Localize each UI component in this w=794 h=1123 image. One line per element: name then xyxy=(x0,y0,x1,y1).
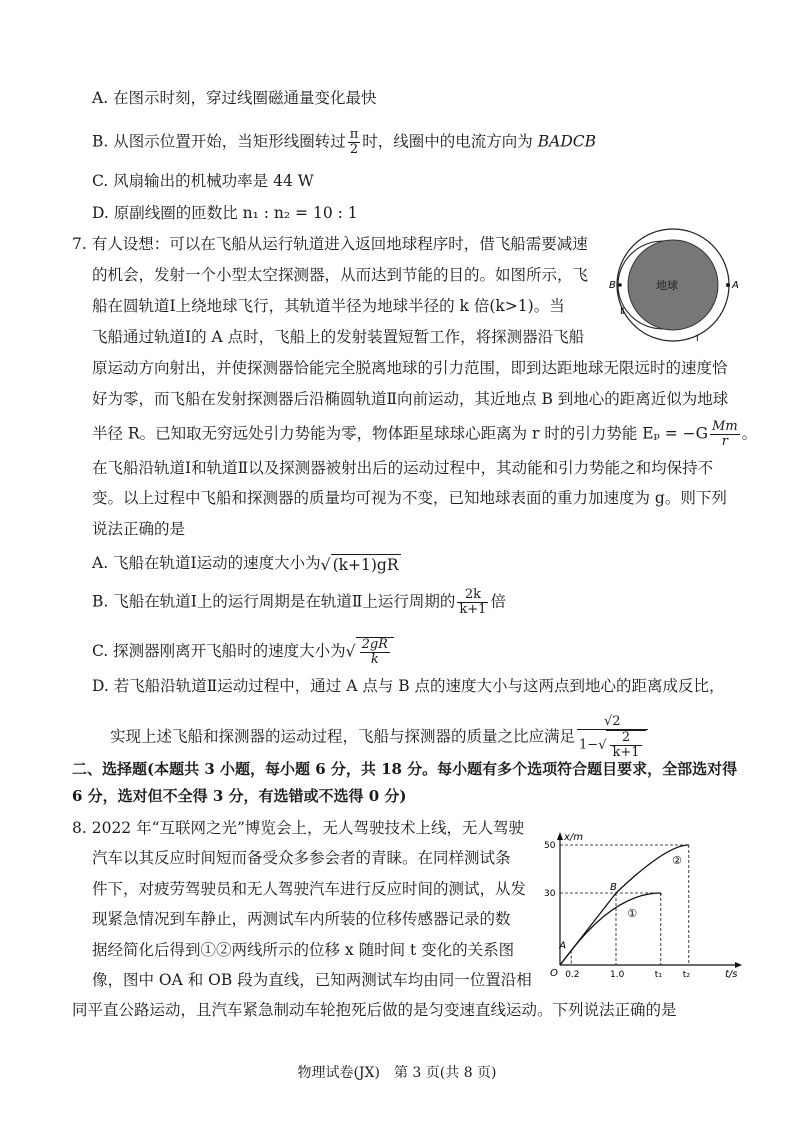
point-b-label: B xyxy=(610,882,617,893)
mass-ratio-frac: √2 1−√ $\frac{2}{k+1}$ xyxy=(577,715,648,760)
x-axis-arrow xyxy=(735,962,742,968)
section2-line2: 6 分，选对但不全得 3 分，有选错或不选得 0 分) xyxy=(72,787,407,805)
page-footer: 物理试卷(JX) 第 3 页(共 8 页) xyxy=(297,1065,497,1081)
q7-option-d-line2-text: 实现上述飞船和探测器的运动过程，飞船与探测器的质量之比应满足 xyxy=(110,727,576,746)
q6-option-a: A. 在图示时刻，穿过线圈磁通量变化最快 xyxy=(92,89,377,107)
q8-line7: 同平直公路运动，且汽车紧急制动车轮抱死后做的是匀变速直线运动。下列说法正确的是 xyxy=(72,1001,677,1019)
point-b xyxy=(618,283,622,287)
q7-line7 xyxy=(92,420,757,449)
q7-option-b-pre: B. 飞船在轨道Ⅰ上的运行周期是在轨道Ⅱ上运行周期的 xyxy=(92,592,456,611)
x-tick-1: 1.0 xyxy=(610,970,625,980)
earth-label: 地球 xyxy=(656,279,678,292)
q6-option-d: D. 原副线圈的匝数比 n₁ : n₂ = 10 : 1 xyxy=(92,204,358,222)
x-tick-0: 0.2 xyxy=(565,970,580,980)
series-2-label: ② xyxy=(672,854,682,868)
q6-option-c: C. 风扇输出的机械功率是 44 W xyxy=(92,172,314,190)
q6-option-b-dir: BADCB xyxy=(537,132,597,151)
radicand: (k+1)gR xyxy=(332,555,399,574)
q7-option-d-line2 xyxy=(110,715,650,760)
q7-line6: 好为零，而飞船在发射探测器后沿椭圆轨道Ⅱ向前运动，其近地点 B 到地心的距离近似为地球 xyxy=(92,390,729,408)
q8-line2: 汽车以其反应时间短而备受众多参会者的青睐。在同样测试条 xyxy=(92,849,511,867)
q7-line5: 原运动方向射出，并使探测器恰能完全脱离地球的引力范围，即到达距地球无限远时的速度恰 xyxy=(92,359,728,377)
q7-line7-pre: 半径 R。已知取无穷远处引力势能为零，物体距星球球心距离为 r 时的引力势能 Eₚ = −G xyxy=(92,424,709,443)
frac-den: k xyxy=(370,652,379,667)
y-tick-0: 30 xyxy=(544,889,556,899)
q7-line2: 的机会，发射一个小型太空探测器，从而达到节能的目的。如图所示，飞 xyxy=(92,266,589,284)
frac-num: Mm xyxy=(712,419,738,434)
orbit-2-label: Ⅱ xyxy=(620,307,625,317)
q8-line6: 像，图中 OA 和 OB 段为直线，已知两测试车均由同一位置沿相 xyxy=(92,971,532,989)
q7-line9: 变。以上过程中飞船和探测器的质量均可视为不变，已知地球表面的重力加速度为 g。则下列 xyxy=(92,489,727,507)
q7-option-c xyxy=(92,637,394,667)
potential-frac xyxy=(710,420,740,449)
orbit-1-label: Ⅰ xyxy=(696,334,699,344)
tick-labels xyxy=(544,841,690,980)
point-b-label: B xyxy=(609,280,616,291)
q7-option-a xyxy=(92,553,401,575)
point-a-label: A xyxy=(559,940,567,952)
section2-line1: 二、选择题(本题共 3 小题，每小题 6 分，共 18 分。每小题有多个选项符合题目要求，全部选对得 xyxy=(72,760,738,778)
frac-num: √2 xyxy=(577,715,648,730)
inner-den: k+1 xyxy=(612,745,640,760)
q7-line1: 7. 有人设想：可以在飞船从运行轨道进入返回地球程序时，借飞船需要减速 xyxy=(72,235,588,253)
q8-line5: 据经简化后得到①②两线所示的位移 x 随时间 t 变化的关系图 xyxy=(92,941,515,959)
q7-line3: 船在圆轨道Ⅰ上绕地球飞行，其轨道半径为地球半径的 k 倍(k>1)。当 xyxy=(92,297,565,315)
q7-option-c-pre: C. 探测器刚离开飞船时的速度大小为 xyxy=(92,642,346,660)
q7-line10: 说法正确的是 xyxy=(92,520,186,538)
series-1-label: ① xyxy=(627,907,638,920)
den-pre: 1− xyxy=(579,737,599,753)
q7-option-b-post: 倍 xyxy=(490,592,506,611)
x-tick-2: t₁ xyxy=(654,970,662,980)
point-a xyxy=(726,283,730,287)
q6-option-b-frac xyxy=(348,128,361,157)
frac-den: 2 xyxy=(349,142,359,157)
series-1-line xyxy=(560,893,661,965)
inner-num: 2 xyxy=(610,731,641,746)
series-2-line xyxy=(560,845,689,965)
q6-option-b-post: 时，线圈中的电流方向为 xyxy=(362,132,533,151)
origin-label: O xyxy=(550,968,558,979)
q7-line7-post: 。 xyxy=(741,424,758,443)
period-frac xyxy=(457,588,488,617)
point-a-label: A xyxy=(732,280,739,291)
q7-line8: 在飞船沿轨道Ⅰ和轨道Ⅱ以及探测器被射出后的运动过程中，其动能和引力势能之和均保持不 xyxy=(92,459,714,477)
orbit-figure xyxy=(608,228,738,348)
frac-num: 2k xyxy=(457,588,488,603)
y-axis-label: x/m xyxy=(564,832,584,843)
speed-frac xyxy=(360,638,390,667)
q7-option-d-line1: D. 若飞船沿轨道Ⅱ运动过程中，通过 A 点与 B 点的速度大小与这两点到地心的距离成反比， xyxy=(92,677,725,695)
xt-chart xyxy=(540,830,750,980)
q6-option-b-pre: B. 从图示位置开始，当矩形线圈转过 xyxy=(92,132,346,151)
q7-option-a-pre: A. 飞船在轨道Ⅰ运动的速度大小为 xyxy=(92,554,321,572)
series-group xyxy=(560,845,689,965)
q8-line4: 现紧急情况到车静止，两测试车内所装的位移传感器记录的数 xyxy=(92,910,511,928)
q7-option-b xyxy=(92,588,506,617)
q6-option-b xyxy=(92,128,596,157)
frac-den: r xyxy=(721,434,728,449)
frac-num: π xyxy=(349,127,359,142)
y-axis-arrow xyxy=(557,832,563,840)
y-tick-1: 50 xyxy=(544,841,556,851)
q8-line1: 8. 2022 年“互联网之光”博览会上，无人驾驶技术上线，无人驾驶 xyxy=(72,819,524,837)
sqrt-sign: √ $\frac{2gR}{k}$ xyxy=(346,637,394,667)
q8-line3: 件下，对疲劳驾驶员和无人驾驶汽车进行反应时间的测试，从发 xyxy=(92,880,527,898)
frac-num: 2gR xyxy=(361,637,388,652)
q7-line4: 飞船通过轨道Ⅰ的 A 点时，飞船上的发射装置短暂工作，将探测器沿飞船 xyxy=(92,328,585,346)
sqrt-sign: √ (k+1)gR xyxy=(320,555,399,574)
x-tick-3: t₂ xyxy=(682,970,690,980)
guide-lines xyxy=(560,845,689,965)
x-axis-label: t/s xyxy=(725,969,738,980)
frac-den: k+1 xyxy=(459,602,487,617)
